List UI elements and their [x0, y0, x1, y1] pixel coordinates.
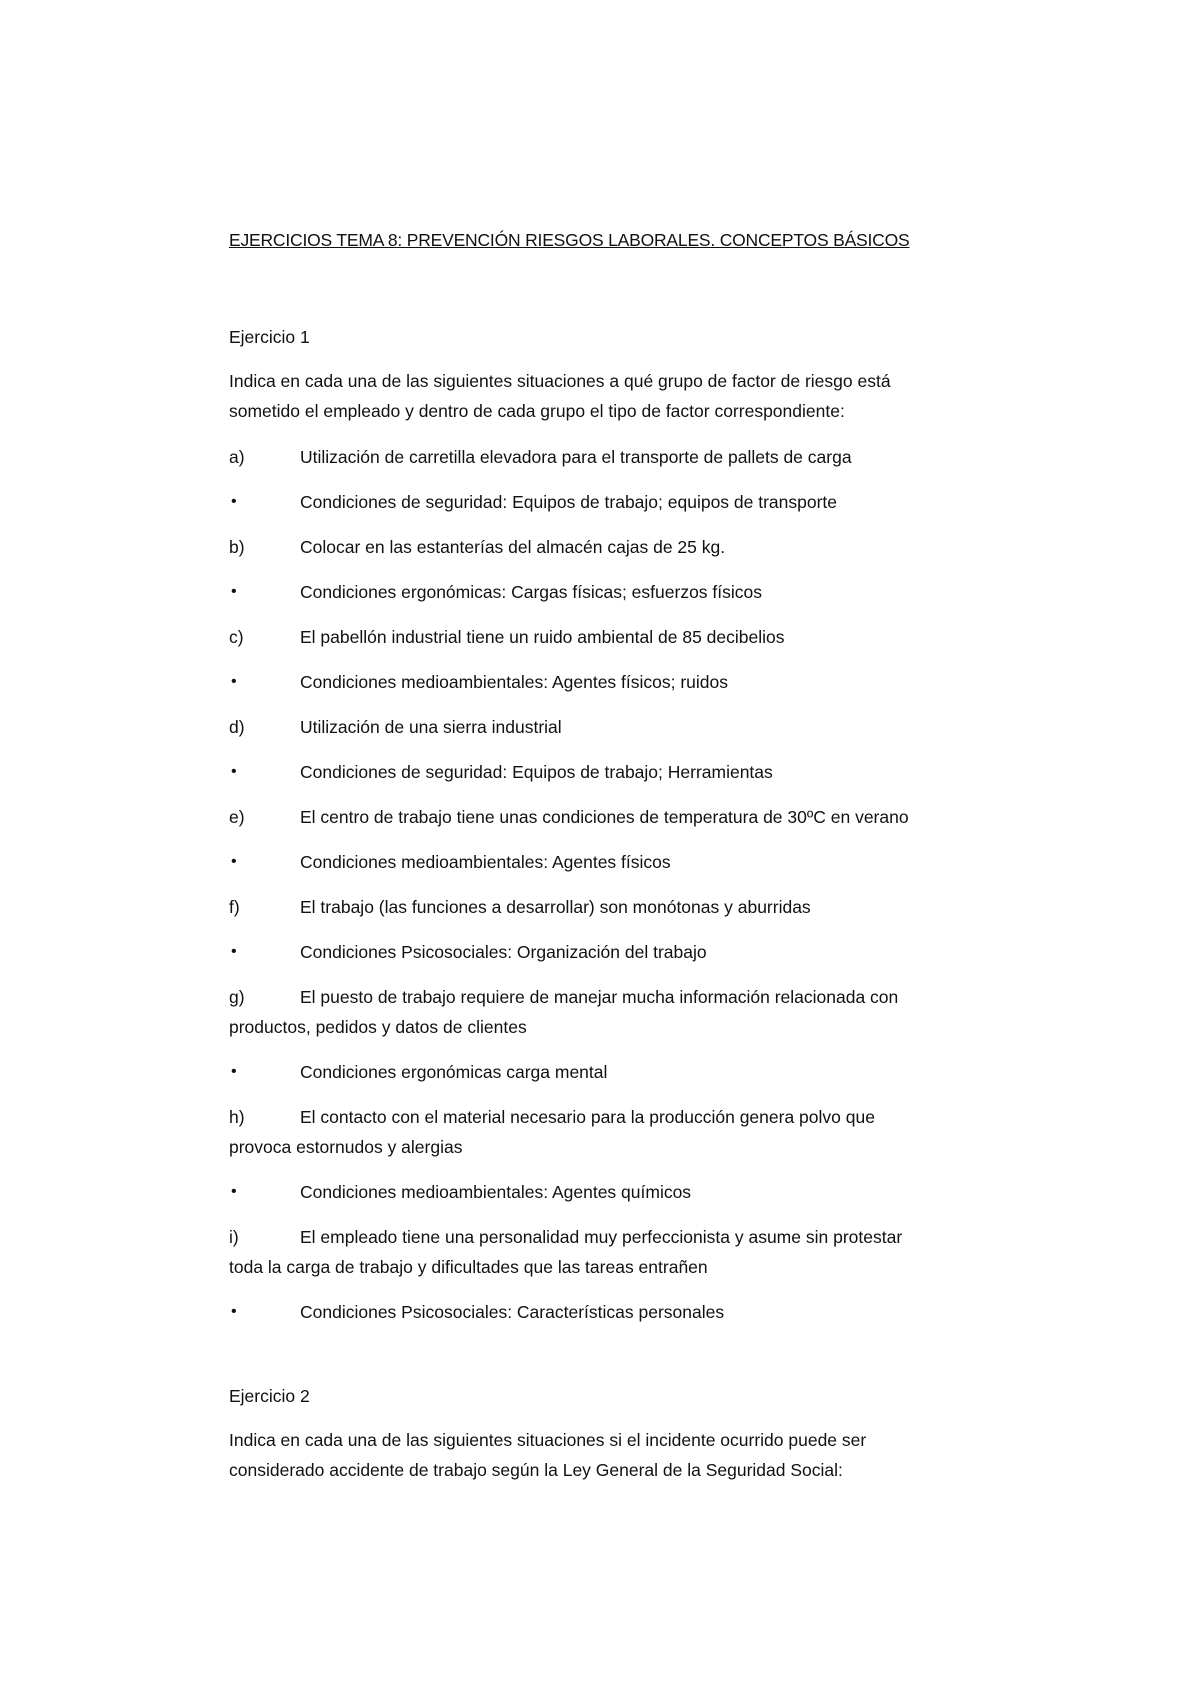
bullet-icon: •: [231, 1303, 237, 1320]
bullet-icon: •: [231, 1183, 237, 1200]
answer-item-i: [229, 1297, 1029, 1327]
exercise-1-intro: [229, 366, 1029, 426]
exercise-2-intro-line-1: Indica en cada una de las siguientes situaciones si el incidente ocurrido puede ser: [229, 1430, 867, 1450]
item-marker: d): [229, 717, 245, 737]
answer-text: Condiciones ergonómicas carga mental: [300, 1062, 608, 1082]
item-text: El trabajo (las funciones a desarrollar) son monótonas y aburridas: [300, 897, 811, 917]
list-item-h-line-1: [229, 1102, 1029, 1132]
answer-text: Condiciones medioambientales: Agentes físicos; ruidos: [300, 672, 729, 692]
item-text: El puesto de trabajo requiere de manejar mucha información relacionada con: [300, 987, 899, 1007]
answer-item-d: [229, 757, 1029, 787]
bullet-icon: •: [231, 943, 237, 960]
list-item-f: [229, 892, 1029, 922]
answer-item-f: [229, 937, 1029, 967]
answer-text: Condiciones medioambientales: Agentes físicos: [300, 852, 671, 872]
list-item-g-line-2: productos, pedidos y datos de clientes: [229, 1017, 527, 1037]
item-text: Utilización de carretilla elevadora para el transporte de pallets de carga: [300, 447, 852, 467]
exercise-2-intro: [229, 1425, 1029, 1485]
answer-item-e: [229, 847, 1029, 877]
answer-item-b: [229, 577, 1029, 607]
answer-text: Condiciones de seguridad: Equipos de trabajo; equipos de transporte: [300, 492, 838, 512]
bullet-icon: •: [231, 1063, 237, 1080]
bullet-icon: •: [231, 583, 237, 600]
list-item-i-line-2: toda la carga de trabajo y dificultades que las tareas entrañen: [229, 1257, 708, 1277]
item-text: El centro de trabajo tiene unas condiciones de temperatura de 30ºC en verano: [300, 807, 909, 827]
list-item-d: [229, 712, 1029, 742]
list-item-e: [229, 802, 1029, 832]
answer-text: Condiciones Psicosociales: Características personales: [300, 1302, 725, 1322]
item-marker: f): [229, 897, 240, 917]
exercise-2-intro-line-2: considerado accidente de trabajo según la Ley General de la Seguridad Social:: [229, 1460, 843, 1480]
answer-item-g: [229, 1057, 1029, 1087]
item-marker: a): [229, 447, 245, 467]
item-marker: e): [229, 807, 245, 827]
item-text: El contacto con el material necesario para la producción genera polvo que: [300, 1107, 875, 1127]
answer-text: Condiciones Psicosociales: Organización del trabajo: [300, 942, 707, 962]
bullet-icon: •: [231, 853, 237, 870]
document-title: EJERCICIOS TEMA 8: PREVENCIÓN RIESGOS LABORALES. CONCEPTOS BÁSICOS: [229, 230, 910, 250]
bullet-icon: •: [231, 763, 237, 780]
answer-item-h: [229, 1177, 1029, 1207]
exercise-1-intro-line-1: Indica en cada una de las siguientes situaciones a qué grupo de factor de riesgo está: [229, 371, 891, 391]
answer-text: Condiciones ergonómicas: Cargas físicas; esfuerzos físicos: [300, 582, 763, 602]
item-marker: b): [229, 537, 245, 557]
answer-text: Condiciones medioambientales: Agentes químicos: [300, 1182, 692, 1202]
bullet-icon: •: [231, 673, 237, 690]
list-item-g-line-1: [229, 982, 1029, 1012]
list-item-a: [229, 442, 1029, 472]
answer-item-c: [229, 667, 1029, 697]
item-marker: g): [229, 987, 245, 1007]
item-text: El pabellón industrial tiene un ruido ambiental de 85 decibelios: [300, 627, 785, 647]
list-item-b: [229, 532, 1029, 562]
exercise-1-heading: Ejercicio 1: [229, 327, 310, 347]
answer-text: Condiciones de seguridad: Equipos de trabajo; Herramientas: [300, 762, 773, 782]
item-marker: h): [229, 1107, 245, 1127]
list-item-i-line-1: [229, 1222, 1029, 1252]
item-marker: i): [229, 1227, 239, 1247]
exercise-2-heading: Ejercicio 2: [229, 1386, 310, 1406]
item-marker: c): [229, 627, 244, 647]
answer-item-a: [229, 487, 1029, 517]
item-text: Colocar en las estanterías del almacén cajas de 25 kg.: [300, 537, 726, 557]
list-item-h: [229, 1102, 1029, 1162]
bullet-icon: •: [231, 493, 237, 510]
list-item-g: [229, 982, 1029, 1042]
list-item-c: [229, 622, 1029, 652]
list-item-i: [229, 1222, 1029, 1282]
item-text: El empleado tiene una personalidad muy perfeccionista y asume sin protestar: [300, 1227, 903, 1247]
exercise-1-intro-line-2: sometido el empleado y dentro de cada grupo el tipo de factor correspondiente:: [229, 401, 845, 421]
item-text: Utilización de una sierra industrial: [300, 717, 562, 737]
list-item-h-line-2: provoca estornudos y alergias: [229, 1137, 463, 1157]
document-body: [229, 228, 1029, 1485]
